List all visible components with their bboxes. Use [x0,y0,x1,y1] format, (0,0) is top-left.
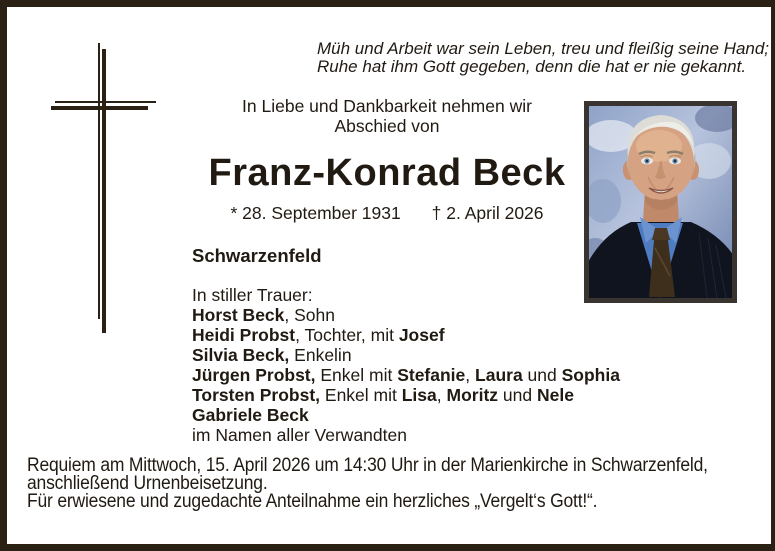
mourner-entry: Silvia Beck, Enkelin [192,345,352,365]
birth-date: * 28. September 1931 [230,203,401,223]
motto-line-1: Müh und Arbeit war sein Leben, treu und fleißig seine Hand; [317,39,770,58]
motto-line-2: Ruhe hat ihm Gott gegeben, denn die hat er nie gekannt. [317,56,747,76]
life-dates [230,203,543,224]
cross-icon [51,106,148,110]
mourner-entry: Torsten Probst, Enkel mit Lisa, Moritz und Nele [192,385,574,405]
mourning-section [192,285,620,445]
mourner-entry: Gabriele Beck [192,405,309,425]
farewell-intro [242,97,532,136]
cross-icon [55,101,156,103]
mourners-list [192,305,620,425]
portrait-illustration [589,106,732,298]
funeral-details [27,457,767,510]
cross-icon [98,43,100,319]
mourning-heading: In stiller Trauer: [192,285,313,305]
burial-info: anschließend Urnenbeisetzung. [27,472,268,494]
deceased-name: Franz-Konrad Beck [208,152,566,194]
mourner-entry: Horst Beck, Sohn [192,305,336,325]
portrait-photo [584,101,737,303]
intro-line-2: Abschied von [334,115,440,136]
thanks-note: Für erwiesene und zugedachte Anteilnahme ein herzliches „Vergelt‘s Gott!“. [27,490,598,512]
requiem-info: Requiem am Mittwoch, 15. April 2026 um 14:30 Uhr in der Marienkirche in Schwarzenfeld, [27,455,708,476]
mourning-closing: im Namen aller Verwandten [192,425,407,445]
intro-line-1: In Liebe und Dankbarkeit nehmen wir [242,96,532,116]
place-name: Schwarzenfeld [192,245,322,266]
mourner-entry: Jürgen Probst, Enkel mit Stefanie, Laura und Sophia [192,365,620,385]
cross-icon [102,49,106,333]
mourner-entry: Heidi Probst, Tochter, mit Josef [192,325,445,345]
death-date: † 2. April 2026 [431,203,544,223]
motto-verse [317,40,769,75]
